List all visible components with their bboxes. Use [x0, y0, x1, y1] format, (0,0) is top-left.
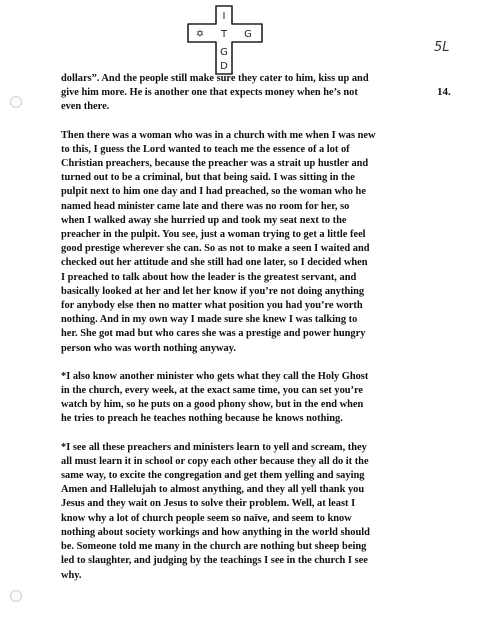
text-line: good prestige wherever she can. So as not to make a seen I waited and — [61, 243, 370, 255]
text-line: nothing. And in my own way I made sure she knew I was talking to — [61, 314, 358, 326]
text-line: give him more. He is another one that expects money when he’s not — [61, 87, 358, 99]
text-line: why. — [61, 569, 82, 581]
cross-letter-stem: G — [220, 47, 228, 58]
text-line: turned out to be a criminal, but that being said. I was sitting in the — [61, 172, 355, 184]
text-line: her. She got mad but who cares she was a prestige and power hungry — [61, 328, 366, 340]
cross-letter-left: ✡ — [195, 29, 205, 40]
text-line: all must learn it in school or copy each other because they all do it the — [61, 455, 369, 467]
text-line: when I walked away she hurried up and took my seat next to the — [61, 214, 347, 226]
paragraph-3 — [61, 370, 445, 427]
text-line: named head minister came late and there was no room for her, so — [61, 200, 350, 212]
text-line: he tries to preach he teaches nothing because he knows nothing. — [61, 413, 343, 425]
text-line: dollars”. And the people still make sure they cater to him, kiss up and — [61, 73, 369, 84]
text-line: *I also know another minister who gets what they call the Holy Ghost — [61, 370, 369, 382]
cross-letter-center: T — [220, 29, 228, 40]
text-line: even there. — [61, 101, 110, 113]
text-line: be. Someone told me many in the church are nothing but sheep being — [61, 541, 367, 553]
text-line: in the church, every week, at the exact same time, you can set you’re — [61, 385, 364, 397]
text-line: I preached to talk about how the leader is the greatest servant, and — [61, 271, 357, 283]
paragraph-2 — [61, 129, 445, 356]
text-line: checked out her attitude and she still had one later, so I decided when — [61, 257, 368, 269]
paragraph-1 — [61, 72, 445, 115]
paragraph-4 — [61, 441, 445, 583]
text-line: for anybody else then no matter what position you had you’re worth — [61, 300, 363, 312]
text-line: Then there was a woman who was in a church with me when I was new — [61, 129, 376, 141]
text-line: Amen and Hallelujah to almost anything, and they all yell thank you — [61, 484, 365, 496]
page-number: 14. — [437, 86, 451, 98]
hand-drawn-cross-icon — [186, 4, 266, 76]
text-line: watch by him, so he puts on a good phony show, but in the end when — [61, 399, 364, 411]
text-line: Jesus and they wait on Jesus to solve their problem. Well, at least I — [61, 498, 356, 510]
handwritten-page-mark: 5L — [434, 40, 450, 55]
cross-letter-right: G — [244, 29, 252, 40]
cross-letter-top: I — [222, 11, 226, 22]
text-line: basically looked at her and let her know if you’re not doing anything — [61, 285, 365, 297]
body-text — [61, 72, 445, 597]
punch-hole-bottom — [10, 590, 22, 602]
text-line: pulpit next to him one day and I had preached, so the woman who he — [61, 186, 366, 198]
text-line: to this, I guess the Lord wanted to teach me the essence of a lot of — [61, 143, 350, 155]
text-line: know why a lot of church people seem so naïve, and seem to know — [61, 512, 352, 524]
text-line: preacher in the pulpit. You see, just a woman trying to get a little feel — [61, 229, 366, 241]
punch-hole-top — [10, 96, 22, 108]
text-line: nothing about society workings and how anything in the world should — [61, 526, 370, 538]
cross-letter-bottom: D — [220, 61, 228, 72]
text-line: same way, to excite the congregation and get them yelling and saying — [61, 470, 365, 482]
text-line: led to slaughter, and judging by the teachings I see in the church I see — [61, 555, 368, 567]
text-line: *I see all these preachers and ministers learn to yell and scream, they — [61, 441, 367, 453]
text-line: Christian preachers, because the preacher was a strait up hustler and — [61, 158, 369, 170]
text-line: person who was worth nothing anyway. — [61, 342, 236, 354]
